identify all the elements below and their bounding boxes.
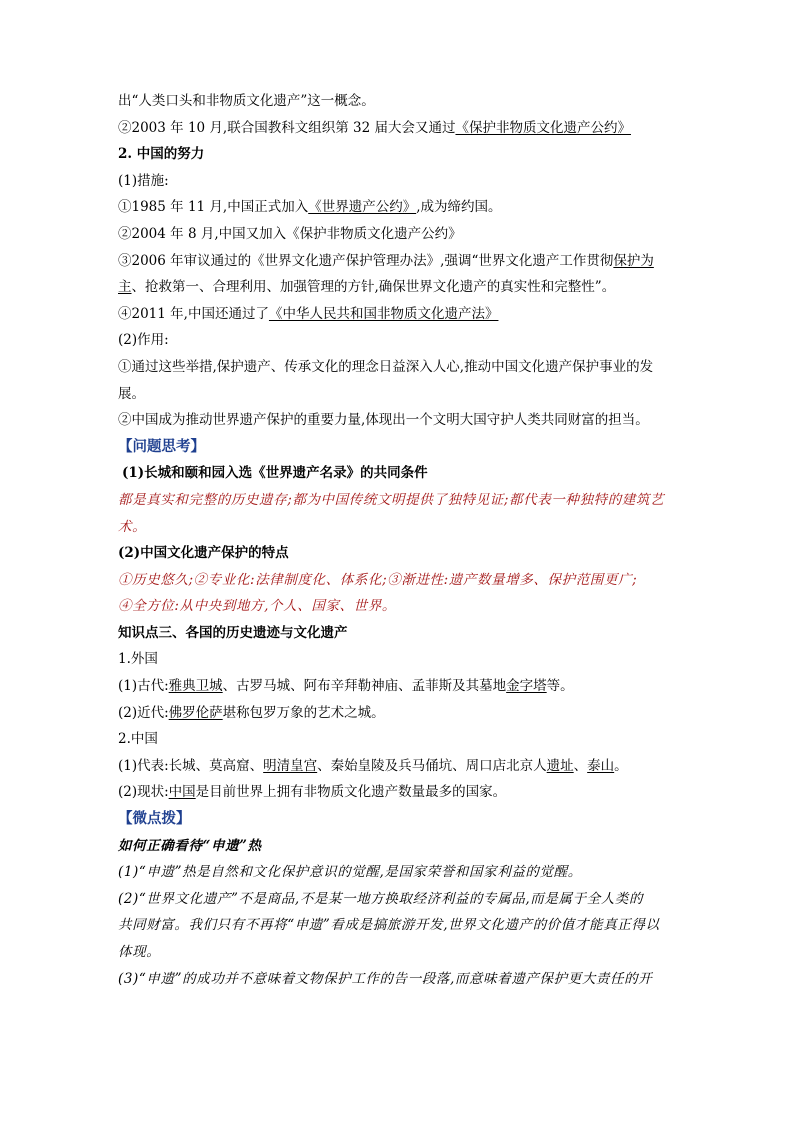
text-line: 展。 (118, 385, 145, 402)
tip-text: 共同财富。我们只有不再将“申遗”看成是搞旅游开发,世界文化遗产的价值才能真正得以 (118, 917, 660, 934)
question-heading: 【问题思考】 (118, 437, 205, 455)
text-line: 主、抢救第一、合理利用、加强管理的方针,确保世界文化遗产的真实性和完整性”。 (118, 279, 616, 296)
underlined-term: 遗址 (546, 757, 574, 774)
text-line: ②2004 年 8 月,中国又加入《保护非物质文化遗产公约》 (118, 225, 462, 242)
text-line: ②中国成为推动世界遗产保护的重要力量,体现出一个文明大国守护人类共同财富的担当。 (118, 412, 649, 429)
question-title: (1)长城和颐和园入选《世界遗产名录》的共同条件 (122, 465, 428, 482)
tip-text: (1)“申遗”热是自然和文化保护意识的觉醒,是国家荣誉和国家利益的觉醒。 (118, 864, 582, 881)
text-line: (2)作用: (118, 332, 169, 349)
answer-text: 都是真实和完整的历史遗存;都为中国传统文明提供了独特见证;都代表一种独特的建筑艺 (118, 491, 665, 508)
text-line: (1)措施: (118, 172, 169, 189)
underlined-term: 《保护非物质文化遗产公约》 (455, 119, 631, 136)
answer-text: ①历史悠久;②专业化:法律制度化、体系化;③渐进性:遗产数量增多、保护范围更广; (118, 571, 638, 588)
tip-title: 如何正确看待“申遗”热 (118, 837, 262, 854)
section-heading: 2. 中国的努力 (118, 146, 205, 163)
text-line: ①通过这些举措,保护遗产、传承文化的理念日益深入人心,推动中国文化遗产保护事业的发 (118, 358, 654, 375)
underlined-term: 明清皇宫 (263, 757, 318, 774)
text-line: (1)代表:长城、莫高窟、明清皇宫、秦始皇陵及兵马俑坑、周口店北京人遗址、泰山。 (118, 757, 628, 774)
text-line: ③2006 年审议通过的《世界文化遗产保护管理办法》,强调“世界文化遗产工作贯彻保护为 (118, 252, 654, 269)
underlined-term: 泰山 (587, 757, 615, 774)
text-line: ①1985 年 11 月,中国正式加入《世界遗产公约》,成为缔约国。 (118, 199, 502, 216)
text-line: 2.中国 (118, 731, 158, 748)
text-line: (1)古代:雅典卫城、古罗马城、阿布辛拜勒神庙、孟菲斯及其墓地金字塔等。 (118, 678, 574, 695)
tip-text: (3)“申遗”的成功并不意味着文物保护工作的告一段落,而意味着遗产保护更大责任的开 (118, 970, 653, 987)
document-page (118, 88, 678, 992)
underlined-term: 佛罗伦萨 (168, 704, 223, 721)
answer-text: ④全方位:从中央到地方,个人、国家、世界。 (118, 598, 396, 615)
underlined-term: 主 (118, 279, 132, 296)
section-heading: 知识点三、各国的历史遗迹与文化遗产 (118, 624, 348, 641)
text-line: (2)现状:中国是目前世界上拥有非物质文化遗产数量最多的国家。 (118, 784, 507, 801)
text-line: ②2003 年 10 月,联合国教科文组织第 32 届大会又通过《保护非物质文化遗产公约》 (118, 119, 631, 136)
tip-text: (2)“世界文化遗产”不是商品,不是某一地方换取经济利益的专属品,而是属于全人类的 (118, 890, 644, 907)
answer-text: 术。 (118, 518, 147, 535)
underlined-term: 《世界遗产公约》 (308, 199, 417, 216)
underlined-term: 金字塔 (506, 678, 547, 695)
tip-text: 体现。 (118, 944, 161, 960)
text-line: 1.外国 (118, 651, 158, 668)
text-line: 出“人类口头和非物质文化遗产”这一概念。 (118, 93, 375, 109)
tip-heading: 【微点拨】 (118, 810, 191, 828)
text-line: ④2011 年,中国还通过了《中华人民共和国非物质文化遗产法》 (118, 305, 499, 322)
text-line: (2)近代:佛罗伦萨堪称包罗万象的艺术之城。 (118, 704, 385, 721)
underlined-term: 保护为 (613, 252, 654, 269)
underlined-term: 雅典卫城 (168, 678, 223, 695)
question-title: (2)中国文化遗产保护的特点 (118, 545, 289, 562)
underlined-term: 《中华人民共和国非物质文化遗产法》 (268, 305, 499, 322)
underlined-term: 中国 (168, 784, 196, 801)
